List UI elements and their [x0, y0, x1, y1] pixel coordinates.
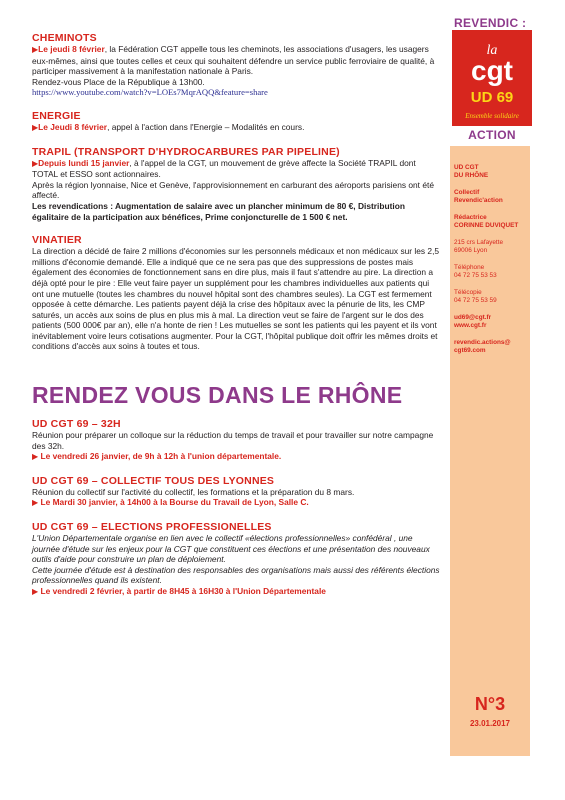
rdv-text: Rendez-vous Place de la République à 13h00.: [32, 76, 205, 87]
section-vinatier: [32, 234, 442, 352]
issue-number: N°3: [474, 694, 506, 714]
brand-header-bottom: ACTION: [468, 128, 516, 142]
section-ud-elections: [32, 521, 442, 598]
sidebar-email2-link[interactable]: revendic.actions@ cgt69.com: [454, 339, 511, 354]
section-energie: [32, 110, 442, 134]
paragraph: Après la région lyonnaise, Nice et Genève, l'approvisionnement en carburant des aéroports parisiens ont été affecté.: [32, 179, 434, 201]
section-ud-lyonnes: [32, 475, 442, 509]
paragraph: ▶Depuis lundi 15 janvier, à l'appel de la CGT, un mouvement de grève affecte la Société TRAPIL dont TOTAL et ESSO sont actionnaires.: [32, 157, 416, 180]
triangle-icon: ▶: [32, 498, 39, 508]
triangle-icon: ▶: [32, 587, 39, 596]
paragraph: Réunion pour préparer un colloque sur la réduction du temps de travail et pour travailler sur notre campagne des 32h.: [32, 430, 434, 451]
sidebar-org: UD CGT DU RHÔNE: [454, 164, 489, 179]
section-title: ENERGIE: [32, 109, 81, 122]
section-title: VINATIER: [32, 234, 82, 247]
section-title: CHEMINOTS: [32, 32, 97, 44]
youtube-link[interactable]: https://www.youtube.com/watch?v=LOEs7MqrAQQ&feature=share: [32, 87, 268, 98]
paragraph: L'Union Départementale organise en lien avec le collectif «élections professionnelles» confédéral , une journée d'étude sur les enjeux pour la CGT que constituent ces élections et une présentation des nouveaux outils d'aide pour construire un plan de déploiement.: [32, 533, 430, 565]
paragraph: La direction a décidé de faire 2 millions d'économies sur les personnels médicaux et non médicaux sur les 2,5 millions d'économie demandé. Elle a indiqué que ce ne sera pas que des suppressions de postes mais également des économies de fonctionnement sans en dire plus, mais il faut s'attendre au pire. La direction a déjà opté pour le pire : Elle veut faire payer un supplément pour les chambres individuelles aux patients qui ont une mutuelle (toutes les chambres du nouvel hôpital sont des chambres seules). La CGT est fermement opposée à cette démarche. Les patients payent déjà la crise des hôpitaux avec la pénurie de lits, les CMP saturés, un accès aux soins de plus en plus mis à mal. La direction veut se faire de l'argent sur le dos des patients (500 000€ par an), elle n'a honte de rien ! Les mutuelles se sont les patients qui les payent et ils vont inévitablement voire leurs cotisations augmenter. Pour la CGT, l'hôpital publique doit offrir les mêmes droits et conditions d'accès aux soins à toutes et tous.: [32, 246, 440, 352]
paragraph: ▶Le jeudi 8 février, la Fédération CGT appelle tous les cheminots, les associations d'usagers, les usagers eux-mêmes, ainsi que toutes celles et ceux qui souhaitent défendre un service public ferroviaire de qualité, à participer massivement à la manifestation nationale à Paris.: [32, 44, 435, 77]
event-date: ▶ Le vendredi 26 janvier, de 9h à 12h à l'union départementale.: [32, 451, 282, 462]
logo-ud-text: UD 69: [470, 89, 514, 106]
sidebar-website-link[interactable]: www.cgt.fr: [454, 322, 487, 329]
rdv-rhone-title: RENDEZ VOUS DANS LE RHÔNE: [32, 382, 403, 409]
sidebar-phone: Téléphone 04 72 75 53 53: [454, 264, 497, 279]
paragraph: ▶Le Jeudi 8 février, appel à l'action dans l'Energie – Modalités en cours.: [32, 121, 305, 132]
issue-date: 23.01.2017: [469, 719, 511, 728]
brand-header-top: REVENDIC :: [454, 16, 527, 30]
section-ud-32h: [32, 418, 442, 463]
logo-tagline: Ensemble solidaire: [465, 112, 519, 120]
cgt-logo: [452, 30, 532, 126]
triangle-icon: ▶: [32, 452, 39, 462]
section-cheminots: [32, 32, 442, 98]
sidebar-web: [454, 314, 526, 330]
main-content: [32, 32, 442, 598]
sidebar-address: 215 crs Lafayette 69006 Lyon: [454, 239, 504, 254]
event-date: ▶ Le vendredi 2 février, à partir de 8H45 à 16H30 à l'Union Départementale: [32, 586, 326, 596]
triangle-icon: ▶: [32, 45, 39, 54]
section-title: UD CGT 69 – COLLECTIF TOUS DES LYONNES: [32, 474, 275, 487]
section-title: TRAPIL (TRANSPORT D'HYDROCARBURES PAR PIPELINE): [32, 145, 340, 158]
sidebar-collectif: Collectif Revendic'action: [454, 189, 503, 204]
paragraph: Réunion du collectif sur l'activité du collectif, les formations et la préparation du 8 mars.: [32, 486, 355, 497]
event-date: ▶ Le Mardi 30 janvier, à 14h00 à la Bourse du Travail de Lyon, Salle C.: [32, 497, 309, 508]
sidebar-redactrice: Rédactrice CORINNE DUVIQUET: [454, 214, 519, 229]
section-title: UD CGT 69 – ELECTIONS PROFESSIONELLES: [32, 521, 272, 534]
triangle-icon: ▶: [32, 122, 39, 132]
logo-cgt-text: cgt: [471, 55, 513, 86]
section-title: UD CGT 69 – 32H: [32, 418, 121, 431]
section-trapil: [32, 146, 442, 223]
sidebar-email-link[interactable]: ud69@cgt.fr: [454, 314, 492, 321]
sidebar-fax: Télécopie 04 72 75 53 59: [454, 289, 497, 304]
logo-la-text: la: [486, 43, 498, 58]
sidebar: [450, 146, 530, 756]
revendications: Les revendications : Augmentation de salaire avec un plancher minimum de 80 €, Distribution égalitaire de la participation aux bénéfices, Prime conjoncturelle de 1 500 € net.: [32, 200, 405, 222]
triangle-icon: ▶: [32, 158, 39, 168]
paragraph: Cette journée d'étude est à destination des responsables des organisations mais aussi des référents élections professionnelles quand ils existent.: [32, 564, 440, 586]
